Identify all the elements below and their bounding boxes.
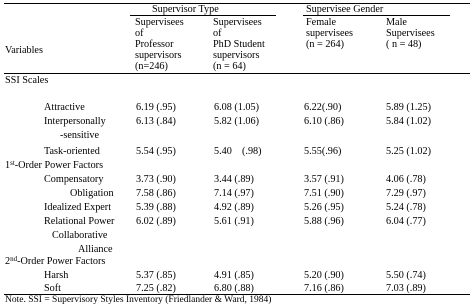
cell-value: 6.19 (.95) [136, 102, 176, 113]
cell-value: 5.37 (.85) [136, 270, 176, 281]
cell-value: 7.14 (.97) [214, 188, 254, 199]
row-label: Task-oriented [44, 146, 100, 157]
row-label-interpersonally: Interpersonally [44, 116, 106, 127]
cell-value: 5.82 (1.06) [214, 116, 259, 127]
cell-value: 6.13 (.84) [136, 116, 176, 127]
table-footnote: Note. SSI = Supervisory Styles Inventory (Friedlander & Ward, 1984) [5, 295, 272, 305]
row-label: Soft [44, 283, 61, 294]
cell-value: 4.06 (.78) [386, 174, 426, 185]
cell-value: 6.04 (.77) [386, 216, 426, 227]
cell-value: 3.73 (.90) [136, 174, 176, 185]
cell-value: 5.20 (.90) [304, 270, 344, 281]
row-label: Compensatory [44, 174, 104, 185]
cell-value: 7.58 (.86) [136, 188, 176, 199]
cell-value: 6.10 (.86) [304, 116, 344, 127]
column-header-professor: Supervisees of Professor supervisors (n=246) [135, 17, 184, 72]
cell-value: 5.88 (.96) [304, 216, 344, 227]
section-second-order: 2nd-Order Power Factors [5, 255, 106, 267]
section-ssi-scales: SSI Scales [5, 75, 49, 86]
cell-value: 5.40 (.98) [214, 146, 262, 157]
cell-value: 5.26 (.95) [304, 202, 344, 213]
cell-value: 7.29 (.97) [386, 188, 426, 199]
column-header-male: Male Supervisees ( n = 48) [386, 17, 435, 50]
cell-value: 7.16 (.86) [304, 283, 344, 294]
row-label: Obligation [70, 188, 114, 199]
cell-value: 4.92 (.89) [214, 202, 254, 213]
cell-value: 5.89 (1.25) [386, 102, 431, 113]
cell-value: 6.22(.90) [304, 102, 342, 113]
header-bottom-rule [4, 73, 470, 74]
cell-value: 5.39 (.88) [136, 202, 176, 213]
column-header-phd-student: Supervisees of PhD Student supervisors (n = 64) [213, 17, 265, 72]
cell-value: 5.25 (1.02) [386, 146, 431, 157]
cell-value: 4.91 (.85) [214, 270, 254, 281]
group-header-supervisee-gender: Supervisee Gender [306, 4, 384, 15]
section-first-order: 1st-Order Power Factors [5, 159, 104, 171]
cell-value: 5.24 (.78) [386, 202, 426, 213]
row-label: Idealized Expert [44, 202, 112, 213]
cell-value: 3.57 (.91) [304, 174, 344, 185]
row-label-collaborative: Collaborative [52, 230, 108, 241]
row-label: Relational Power [44, 216, 115, 227]
column-header-female: Female supervisees (n = 264) [306, 17, 353, 50]
cell-value: 6.02 (.89) [136, 216, 176, 227]
cell-value: 5.61 (.91) [214, 216, 254, 227]
cell-value: 3.44 (.89) [214, 174, 254, 185]
table-top-rule [4, 3, 470, 4]
cell-value: 6.80 (.88) [214, 283, 254, 294]
cell-value: 5.50 (.74) [386, 270, 426, 281]
cell-value: 5.84 (1.02) [386, 116, 431, 127]
row-label: Harsh [44, 270, 69, 281]
footnote-clip [0, 295, 475, 305]
cell-value: 5.54 (.95) [136, 146, 176, 157]
row-label: Attractive [44, 102, 85, 113]
supervisor-type-underline [130, 15, 276, 16]
row-label-alliance: Alliance [78, 244, 113, 255]
cell-value: 7.03 (.89) [386, 283, 426, 294]
cell-value: 5.55(.96) [304, 146, 342, 157]
variables-header: Variables [5, 45, 43, 56]
cell-value: 6.08 (1.05) [214, 102, 259, 113]
cell-value: 7.51 (.90) [304, 188, 344, 199]
supervisee-gender-underline [303, 15, 450, 16]
row-label-sensitive: -sensitive [60, 130, 100, 141]
cell-value: 7.25 (.82) [136, 283, 176, 294]
group-header-supervisor-type: Supervisor Type [152, 4, 219, 15]
